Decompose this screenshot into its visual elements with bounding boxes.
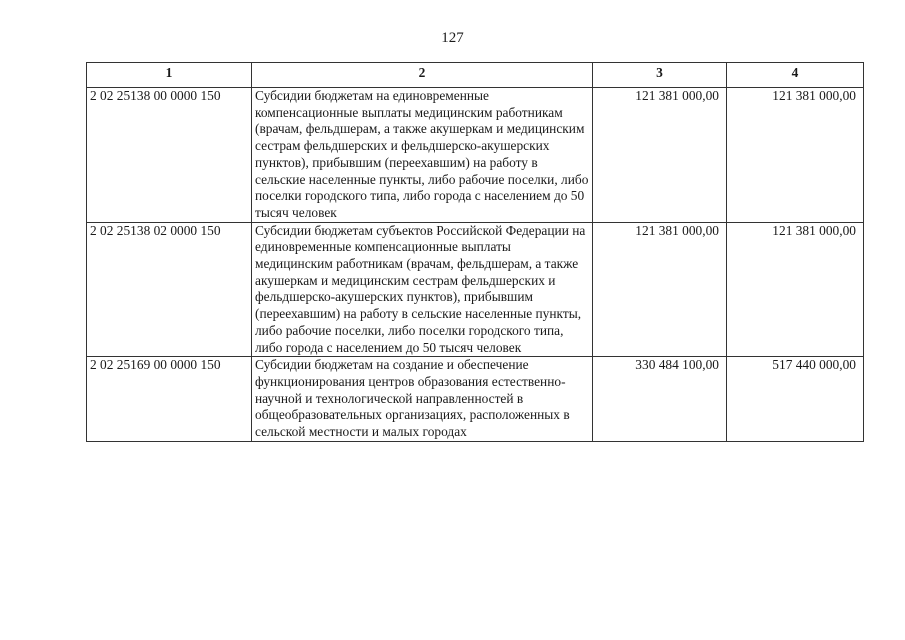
page-number: 127 xyxy=(441,30,464,46)
row-description: Субсидии бюджетам на создание и обеспечение функционирования центров образования естественно-научной и технологической направленностей в общеобразовательных организациях, расположенных в сельской местности и малых городах xyxy=(252,357,593,442)
column-header-4: 4 xyxy=(727,63,864,88)
amount-column-4: 121 381 000,00 xyxy=(727,88,864,223)
amount-column-3: 121 381 000,00 xyxy=(593,88,727,223)
column-header-1: 1 xyxy=(87,63,252,88)
table-row xyxy=(87,88,864,223)
column-header-3: 3 xyxy=(593,63,727,88)
amount-column-3: 121 381 000,00 xyxy=(593,222,727,357)
amount-column-3: 330 484 100,00 xyxy=(593,357,727,442)
row-description: Субсидии бюджетам на единовременные компенсационные выплаты медицинским работникам (врачам, фельдшерам, а также акушеркам и медицинским сестрам фельдшерских и фельдшерско-акушерских пунктов), прибывшим (переехавшим) на работу в сельские населенные пункты, либо рабочие поселки, либо поселки городского типа, либо города с населением до 50 тысяч человек xyxy=(252,88,593,223)
table-header-row xyxy=(87,63,864,88)
amount-column-4: 517 440 000,00 xyxy=(727,357,864,442)
table-row xyxy=(87,357,864,442)
budget-code: 2 02 25169 00 0000 150 xyxy=(87,357,252,442)
budget-table xyxy=(86,62,864,442)
row-description: Субсидии бюджетам субъектов Российской Федерации на единовременные компенсационные выплаты медицинским работникам (врачам, фельдшерам, а также акушеркам и медицинским сестрам фельдшерских и фельдшерско-акушерских пунктов), прибывшим (переехавшим) на работу в сельские населенные пункты, либо рабочие поселки, либо поселки городского типа, либо города с населением до 50 тысяч человек xyxy=(252,222,593,357)
budget-code: 2 02 25138 02 0000 150 xyxy=(87,222,252,357)
amount-column-4: 121 381 000,00 xyxy=(727,222,864,357)
budget-code: 2 02 25138 00 0000 150 xyxy=(87,88,252,223)
column-header-2: 2 xyxy=(252,63,593,88)
table-row xyxy=(87,222,864,357)
